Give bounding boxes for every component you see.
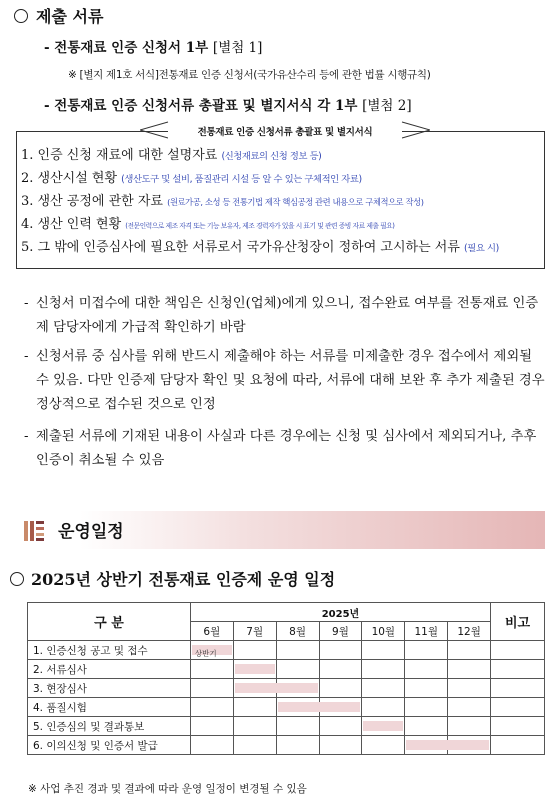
schedule-cell	[405, 717, 448, 736]
submission-item-note: ※ [별지 제1호 서식]전통재료 인증 신청서(국가유산수리 등에 관한 법률 시행규칙)	[68, 69, 431, 81]
schedule-item-label: 6. 이의신청 및 인증서 발급	[28, 736, 191, 755]
box-title: 전통재료 인증 신청서류 총괄표 및 별지서식	[168, 124, 402, 138]
box-line-3	[21, 190, 424, 209]
notice-paragraph-2	[24, 345, 548, 417]
schedule-cell	[276, 736, 319, 755]
schedule-cell	[319, 679, 362, 698]
schedule-remark-cell	[491, 717, 545, 736]
schedule-cell	[405, 660, 448, 679]
schedule-cell	[276, 698, 319, 717]
notice-paragraph-3	[24, 425, 548, 473]
schedule-cell	[276, 717, 319, 736]
section-title-text: 제출 서류	[36, 7, 104, 26]
box-line-detail: (원료가공, 소성 등 전통기법 제작 핵심공정 관련 내용으로 구체적으로 작성)	[167, 197, 424, 207]
schedule-cell	[233, 717, 276, 736]
schedule-item-label: 3. 현장심사	[28, 679, 191, 698]
circle-bullet-icon	[10, 572, 24, 586]
schedule-bar	[235, 683, 318, 693]
schedule-cell	[276, 641, 319, 660]
schedule-remark-cell	[491, 698, 545, 717]
section-title-submission	[14, 4, 103, 27]
notice-text: 제출된 서류에 기재된 내용이 사실과 다른 경우에는 신청 및 심사에서 제외되거나, 추후 인증이 취소될 수 있음	[36, 429, 537, 468]
box-line-1	[21, 144, 321, 163]
schedule-cell	[448, 660, 491, 679]
schedule-cell	[276, 660, 319, 679]
dash-bullet: -	[24, 349, 29, 364]
schedule-bar-label: 상반기	[194, 649, 217, 658]
item-bracket: [별첨 1]	[212, 40, 263, 56]
schedule-cell	[405, 641, 448, 660]
notice-text: 신청서 미접수에 대한 책임은 신청인(업체)에게 있으니, 접수완료 여부를 전통재료 인증제 담당자에게 가급적 확인하기 바람	[36, 296, 539, 335]
schedule-cell	[362, 679, 405, 698]
schedule-remark-cell	[491, 641, 545, 660]
item-text: - 전통재료 인증 신청서 1부	[44, 40, 209, 56]
box-line-detail: (생산도구 및 설비, 품질관리 시설 등 알 수 있는 구체적인 자료)	[121, 174, 362, 185]
schedule-title-text: 2025년 상반기 전통재료 인증제 운영 일정	[31, 570, 336, 589]
item-text: - 전통재료 인증 신청서류 총괄표 및 별지서식 각 1부	[44, 98, 358, 114]
schedule-remark-cell	[491, 679, 545, 698]
schedule-cell	[405, 736, 448, 755]
schedule-bar	[235, 664, 275, 674]
box-line-main: 4. 생산 인력 현황	[21, 217, 122, 232]
box-line-detail: (필요 시)	[464, 243, 499, 254]
schedule-cell	[233, 679, 276, 698]
schedule-cell	[362, 660, 405, 679]
schedule-item-label: 5. 인증심의 및 결과통보	[28, 717, 191, 736]
schedule-title	[10, 567, 335, 590]
schedule-cell	[233, 736, 276, 755]
schedule-table	[27, 602, 545, 755]
schedule-cell	[362, 717, 405, 736]
schedule-cell	[448, 717, 491, 736]
box-line-2	[21, 167, 362, 186]
notice-text: 신청서류 중 심사를 위해 반드시 제출해야 하는 서류를 미제출한 경우 접수에서 제외될 수 있음. 다만 인증제 담당자 확인 및 요청에 따라, 서류에 대해 보완 후 추가 제출된 경우 정상적으로 접수된 것으로 인정	[36, 349, 545, 412]
schedule-bar	[406, 740, 489, 750]
month-header: 6월	[190, 622, 233, 641]
month-header: 7월	[233, 622, 276, 641]
schedule-cell	[190, 717, 233, 736]
dash-bullet: -	[24, 296, 29, 311]
schedule-cell	[233, 660, 276, 679]
banner-title: 운영일정	[58, 522, 124, 542]
schedule-cell	[190, 660, 233, 679]
box-line-detail: (전문인력으로 제조 자격 또는 기능 보유자, 제조 경력자가 있을 시 표기 및 관련 증빙 자료 제출 필요)	[125, 222, 395, 230]
schedule-cell	[233, 641, 276, 660]
header-year: 2025년	[190, 603, 490, 622]
schedule-cell	[448, 679, 491, 698]
schedule-cell	[448, 641, 491, 660]
schedule-cell	[233, 698, 276, 717]
box-line-detail: (신청재료의 신청 정보 등)	[221, 151, 322, 162]
schedule-bar	[192, 645, 232, 658]
item-bracket: [별첨 2]	[362, 98, 412, 114]
schedule-row	[28, 679, 545, 698]
box-line-main: 2. 생산시설 현황	[21, 171, 118, 186]
schedule-row	[28, 660, 545, 679]
month-header: 9월	[319, 622, 362, 641]
schedule-cell	[190, 641, 233, 660]
submission-item-summary	[44, 94, 412, 114]
schedule-cell	[319, 736, 362, 755]
schedule-item-label: 4. 품질시험	[28, 698, 191, 717]
schedule-cell	[319, 717, 362, 736]
schedule-cell	[362, 698, 405, 717]
header-category: 구 분	[28, 603, 191, 641]
schedule-cell	[190, 679, 233, 698]
schedule-remark-cell	[491, 736, 545, 755]
schedule-bar	[278, 702, 361, 712]
box-line-5	[21, 236, 499, 255]
month-header: 12월	[448, 622, 491, 641]
header-remark: 비고	[491, 603, 545, 641]
schedule-bar	[363, 721, 403, 731]
schedule-cell	[362, 736, 405, 755]
schedule-item-label: 2. 서류심사	[28, 660, 191, 679]
submission-item-application	[44, 36, 262, 56]
schedule-cell	[319, 641, 362, 660]
schedule-cell	[405, 679, 448, 698]
circle-bullet-icon	[14, 9, 28, 23]
schedule-cell	[190, 698, 233, 717]
schedule-cell	[448, 698, 491, 717]
box-line-main: 5. 그 밖에 인증심사에 필요한 서류로서 국가유산청장이 정하여 고시하는 서류	[21, 240, 460, 255]
dash-bullet: -	[24, 429, 29, 444]
box-line-4	[21, 213, 394, 232]
month-header: 10월	[362, 622, 405, 641]
schedule-row	[28, 698, 545, 717]
schedule-row	[28, 717, 545, 736]
schedule-item-label: 1. 인증신청 공고 및 접수	[28, 641, 191, 660]
month-header: 8월	[276, 622, 319, 641]
schedule-cell	[319, 660, 362, 679]
month-header: 11월	[405, 622, 448, 641]
section-logo-icon	[22, 519, 46, 543]
schedule-row	[28, 641, 545, 660]
schedule-footnote: ※ 사업 추진 경과 및 결과에 따라 운영 일정이 변경될 수 있음	[28, 783, 307, 795]
schedule-cell	[362, 641, 405, 660]
schedule-remark-cell	[491, 660, 545, 679]
schedule-row	[28, 736, 545, 755]
schedule-cell	[190, 736, 233, 755]
box-line-main: 1. 인증 신청 재료에 대한 설명자료	[21, 148, 218, 163]
box-line-main: 3. 생산 공정에 관한 자료	[21, 194, 163, 209]
schedule-cell	[405, 698, 448, 717]
notice-paragraph-1	[24, 292, 548, 340]
